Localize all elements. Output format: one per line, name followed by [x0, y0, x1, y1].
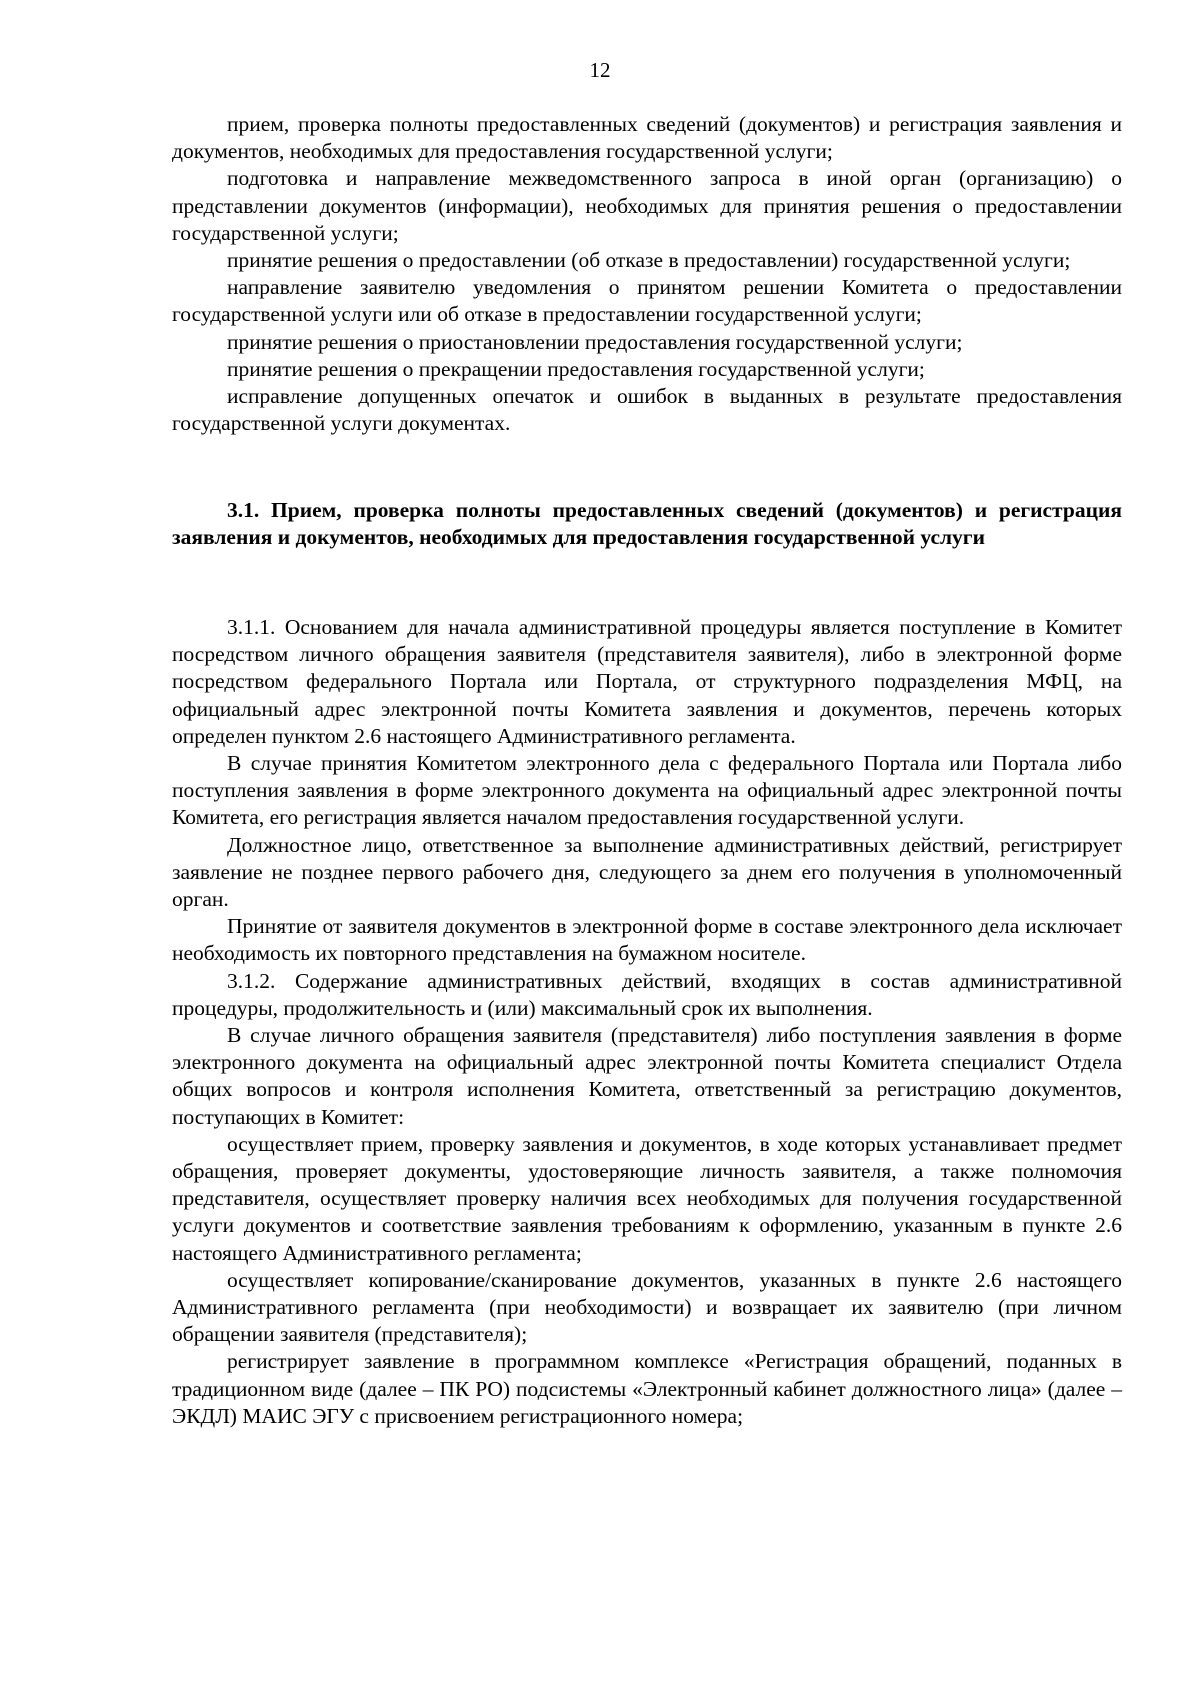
paragraph: В случае личного обращения заявителя (представителя) либо поступления заявления в форме электронного документа на официальный адрес электронной почты Комитета специалист Отдела общих вопросов и контроля исполнения Комитета, ответственный за регистрацию документов, поступающих в Комитет: [172, 1023, 1122, 1129]
paragraph: осуществляет прием, проверку заявления и документов, в ходе которых устанавливает предмет обращения, проверяет документы, удостоверяющие личность заявителя, а также полномочия представителя, осуществляет проверку наличия всех необходимых для получения государственной услуги документов и соответствие заявления требованиям к оформлению, указанным в пункте 2.6 настоящего Административного регламента; [172, 1131, 1122, 1265]
section-body [172, 614, 1122, 1430]
list-item: принятие решения о предоставлении (об отказе в предоставлении) государственной услуги; [227, 248, 1071, 273]
paragraph: 3.1.2. Содержание административных действий, входящих в состав административной процедуры, продолжительность и (или) максимальный срок их выполнения. [172, 968, 1122, 1020]
procedures-list [172, 111, 1122, 437]
paragraph: регистрирует заявление в программном комплексе «Регистрация обращений, поданных в традиционном виде (далее – ПК РО) подсистемы «Электронный кабинет должностного лица» (далее – ЭКДЛ) МАИС ЭГУ с присвоением регистрационного номера; [172, 1349, 1122, 1428]
list-item: подготовка и направление межведомственного запроса в иной орган (организацию) о представлении документов (информации), необходимых для принятия решения о предоставлении государственной услуги; [172, 166, 1122, 245]
paragraph: Должностное лицо, ответственное за выполнение административных действий, регистрирует заявление не позднее первого рабочего дня, следующего за днем его получения в уполномоченный орган. [172, 832, 1122, 912]
paragraph: 3.1.1. Основанием для начала административной процедуры является поступление в Комитет посредством личного обращения заявителя (представителя заявителя), либо в электронной форме посредством федерального Портала или Портала, от структурного подразделения МФЦ, на официальный адрес электронной почты Комитета заявления и документов, перечень которых определен пунктом 2.6 настоящего Административного регламента. [172, 615, 1122, 748]
list-item: направление заявителю уведомления о принятом решении Комитета о предоставлении государственной услуги или об отказе в предоставлении государственной услуги; [172, 275, 1122, 327]
paragraph: осуществляет копирование/сканирование документов, указанных в пункте 2.6 настоящего Административного регламента (при необходимости) и возвращает их заявителю (при личном обращении заявителя (представителя); [172, 1267, 1122, 1347]
page-number: 12 [589, 58, 611, 82]
list-item: исправление допущенных опечаток и ошибок в выданных в результате предоставления государственной услуги документах. [172, 384, 1122, 436]
paragraph: Принятие от заявителя документов в электронной форме в составе электронного дела исключает необходимость их повторного представления на бумажном носителе. [172, 914, 1122, 966]
section-heading: 3.1. Прием, проверка полноты предоставленных сведений (документов) и регистрация заявления и документов, необходимых для предоставления государственной услуги [172, 498, 1122, 550]
paragraph: В случае принятия Комитетом электронного дела с федерального Портала или Портала либо поступления заявления в форме электронного документа на официальный адрес электронной почты Комитета, его регистрация является началом предоставления государственной услуги. [172, 751, 1122, 830]
list-item: принятие решения о прекращении предоставления государственной услуги; [227, 356, 925, 381]
list-item: прием, проверка полноты предоставленных сведений (документов) и регистрация заявления и документов, необходимых для предоставления государственной услуги; [172, 112, 1122, 164]
list-item: принятие решения о приостановлении предоставления государственной услуги; [227, 329, 963, 354]
